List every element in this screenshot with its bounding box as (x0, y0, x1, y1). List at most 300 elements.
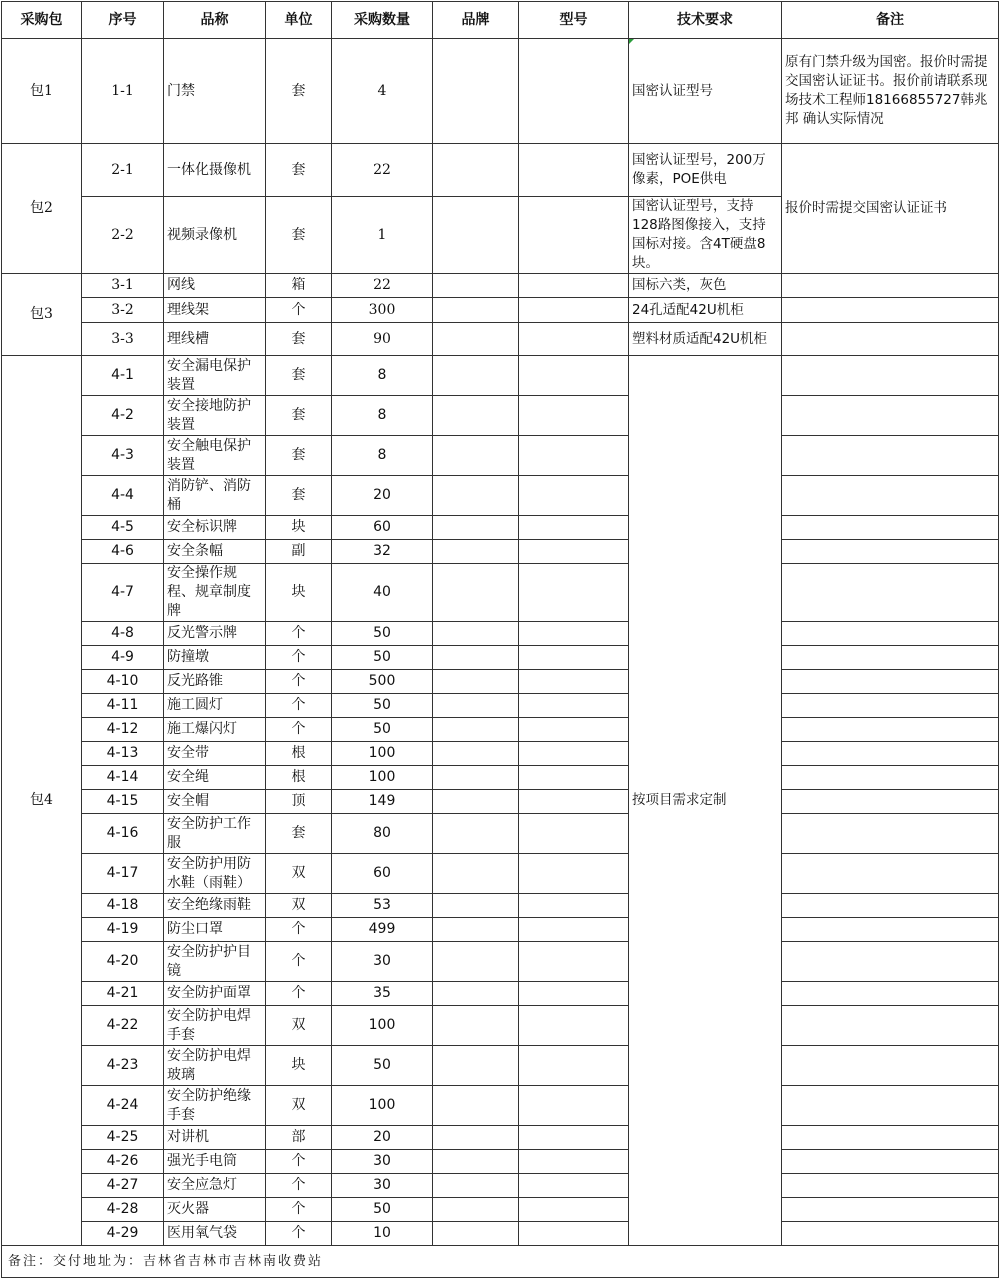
item-name-cell: 安全防护面罩 (164, 982, 266, 1006)
unit-cell: 套 (266, 323, 332, 356)
model-cell (519, 918, 629, 942)
brand-cell (433, 1198, 519, 1222)
qty-cell: 100 (332, 766, 433, 790)
seq-cell: 4-12 (82, 718, 164, 742)
table-row (2, 1006, 999, 1046)
table-row (2, 396, 999, 436)
item-name-cell: 安全防护用防水鞋（雨鞋） (164, 854, 266, 894)
brand-cell (433, 1086, 519, 1126)
model-cell (519, 1046, 629, 1086)
seq-cell: 4-20 (82, 942, 164, 982)
qty-cell: 80 (332, 814, 433, 854)
qty-cell: 10 (332, 1222, 433, 1246)
unit-cell: 根 (266, 742, 332, 766)
table-row (2, 540, 999, 564)
unit-cell: 套 (266, 396, 332, 436)
qty-cell: 20 (332, 476, 433, 516)
header-row (2, 2, 999, 39)
table-row (2, 476, 999, 516)
brand-cell (433, 918, 519, 942)
model-cell (519, 1086, 629, 1126)
note-cell (782, 1198, 999, 1222)
tech-cell: 国密认证型号 (629, 39, 782, 144)
qty-cell: 50 (332, 646, 433, 670)
item-name-cell: 消防铲、消防桶 (164, 476, 266, 516)
note-cell (782, 670, 999, 694)
note-cell (782, 790, 999, 814)
seq-cell: 4-26 (82, 1150, 164, 1174)
unit-cell: 根 (266, 766, 332, 790)
note-cell (782, 564, 999, 622)
model-cell (519, 718, 629, 742)
seq-cell: 4-10 (82, 670, 164, 694)
qty-cell: 500 (332, 670, 433, 694)
qty-cell: 20 (332, 1126, 433, 1150)
brand-cell (433, 1222, 519, 1246)
item-name-cell: 施工圆灯 (164, 694, 266, 718)
seq-cell: 4-14 (82, 766, 164, 790)
seq-cell: 4-15 (82, 790, 164, 814)
package-label: 包1 (2, 39, 82, 144)
unit-cell: 个 (266, 622, 332, 646)
seq-cell: 4-1 (82, 356, 164, 396)
note-cell: 原有门禁升级为国密。报价时需提交国密认证证书。报价前请联系现场技术工程师18166855727韩兆邦 确认实际情况 (782, 39, 999, 144)
item-name-cell: 强光手电筒 (164, 1150, 266, 1174)
item-name-cell: 安全带 (164, 742, 266, 766)
seq-cell: 4-18 (82, 894, 164, 918)
note-cell (782, 894, 999, 918)
item-name-cell: 安全防护护目镜 (164, 942, 266, 982)
brand-cell (433, 982, 519, 1006)
brand-cell (433, 516, 519, 540)
qty-cell: 40 (332, 564, 433, 622)
item-name-cell: 门禁 (164, 39, 266, 144)
unit-cell: 块 (266, 1046, 332, 1086)
unit-cell: 套 (266, 356, 332, 396)
brand-cell (433, 622, 519, 646)
tech-cell: 按项目需求定制 (629, 356, 782, 1246)
table-row (2, 1126, 999, 1150)
seq-cell: 4-8 (82, 622, 164, 646)
seq-cell: 4-2 (82, 396, 164, 436)
seq-cell: 3-1 (82, 274, 164, 298)
qty-cell: 149 (332, 790, 433, 814)
seq-cell: 4-7 (82, 564, 164, 622)
item-name-cell: 反光路锥 (164, 670, 266, 694)
unit-cell: 个 (266, 1198, 332, 1222)
seq-cell: 4-5 (82, 516, 164, 540)
brand-cell (433, 274, 519, 298)
package-label: 包4 (2, 356, 82, 1246)
model-cell (519, 646, 629, 670)
unit-cell: 个 (266, 982, 332, 1006)
table-row (2, 39, 999, 144)
brand-cell (433, 298, 519, 323)
note-cell (782, 982, 999, 1006)
item-name-cell: 理线架 (164, 298, 266, 323)
unit-cell: 套 (266, 39, 332, 144)
model-cell (519, 274, 629, 298)
model-cell (519, 766, 629, 790)
item-name-cell: 安全防护工作服 (164, 814, 266, 854)
note-cell (782, 854, 999, 894)
item-name-cell: 安全触电保护装置 (164, 436, 266, 476)
table-row (2, 646, 999, 670)
model-cell (519, 1006, 629, 1046)
unit-cell: 个 (266, 1150, 332, 1174)
brand-cell (433, 356, 519, 396)
item-name-cell: 安全防护电焊手套 (164, 1006, 266, 1046)
item-name-cell: 安全应急灯 (164, 1174, 266, 1198)
unit-cell: 部 (266, 1126, 332, 1150)
tech-cell: 24孔适配42U机柜 (629, 298, 782, 323)
tech-cell: 塑料材质适配42U机柜 (629, 323, 782, 356)
qty-cell: 50 (332, 1046, 433, 1086)
table-row (2, 356, 999, 396)
procurement-table (1, 1, 999, 1278)
brand-cell (433, 540, 519, 564)
qty-cell: 50 (332, 718, 433, 742)
note-cell (782, 323, 999, 356)
unit-cell: 个 (266, 942, 332, 982)
model-cell (519, 1174, 629, 1198)
unit-cell: 块 (266, 516, 332, 540)
seq-cell: 4-11 (82, 694, 164, 718)
qty-cell: 30 (332, 1150, 433, 1174)
model-cell (519, 540, 629, 564)
note-cell (782, 274, 999, 298)
note-cell (782, 396, 999, 436)
model-cell (519, 790, 629, 814)
note-cell (782, 814, 999, 854)
unit-cell: 块 (266, 564, 332, 622)
brand-cell (433, 564, 519, 622)
table-row (2, 1150, 999, 1174)
brand-cell (433, 1046, 519, 1086)
model-cell (519, 356, 629, 396)
model-cell (519, 476, 629, 516)
table-row (2, 274, 999, 298)
model-cell (519, 1222, 629, 1246)
model-cell (519, 144, 629, 197)
model-cell (519, 854, 629, 894)
unit-cell: 双 (266, 894, 332, 918)
model-cell (519, 670, 629, 694)
item-name-cell: 安全帽 (164, 790, 266, 814)
brand-cell (433, 476, 519, 516)
unit-cell: 个 (266, 1222, 332, 1246)
model-cell (519, 39, 629, 144)
item-name-cell: 视频录像机 (164, 197, 266, 274)
seq-cell: 4-3 (82, 436, 164, 476)
brand-cell (433, 1174, 519, 1198)
item-name-cell: 施工爆闪灯 (164, 718, 266, 742)
brand-cell (433, 694, 519, 718)
table-row (2, 942, 999, 982)
unit-cell: 双 (266, 854, 332, 894)
qty-cell: 53 (332, 894, 433, 918)
seq-cell: 2-1 (82, 144, 164, 197)
qty-cell: 50 (332, 1198, 433, 1222)
qty-cell: 4 (332, 39, 433, 144)
table-row (2, 1198, 999, 1222)
seq-cell: 4-13 (82, 742, 164, 766)
unit-cell: 箱 (266, 274, 332, 298)
package-label: 包2 (2, 144, 82, 274)
unit-cell: 个 (266, 694, 332, 718)
model-cell (519, 197, 629, 274)
item-name-cell: 理线槽 (164, 323, 266, 356)
qty-cell: 300 (332, 298, 433, 323)
seq-cell: 1-1 (82, 39, 164, 144)
brand-cell (433, 742, 519, 766)
model-cell (519, 814, 629, 854)
note-cell (782, 918, 999, 942)
qty-cell: 100 (332, 1006, 433, 1046)
qty-cell: 60 (332, 516, 433, 540)
model-cell (519, 323, 629, 356)
table-row (2, 144, 999, 197)
header-tech: 技术要求 (629, 2, 782, 39)
note-cell (782, 942, 999, 982)
footer-note: 备注：交付地址为：吉林省吉林市吉林南收费站 (2, 1246, 999, 1278)
note-cell (782, 1046, 999, 1086)
note-cell (782, 1150, 999, 1174)
unit-cell: 套 (266, 436, 332, 476)
seq-cell: 3-2 (82, 298, 164, 323)
model-cell (519, 1150, 629, 1174)
seq-cell: 4-28 (82, 1198, 164, 1222)
table-row (2, 766, 999, 790)
qty-cell: 100 (332, 1086, 433, 1126)
table-row (2, 1174, 999, 1198)
model-cell (519, 942, 629, 982)
item-name-cell: 安全防护电焊玻璃 (164, 1046, 266, 1086)
note-cell (782, 1126, 999, 1150)
item-name-cell: 灭火器 (164, 1198, 266, 1222)
qty-cell: 90 (332, 323, 433, 356)
seq-cell: 4-6 (82, 540, 164, 564)
note-cell (782, 718, 999, 742)
tech-cell: 国标六类，灰色 (629, 274, 782, 298)
table-row (2, 436, 999, 476)
brand-cell (433, 894, 519, 918)
brand-cell (433, 1150, 519, 1174)
header-package: 采购包 (2, 2, 82, 39)
note-cell (782, 540, 999, 564)
seq-cell: 4-22 (82, 1006, 164, 1046)
note-cell (782, 1006, 999, 1046)
brand-cell (433, 39, 519, 144)
model-cell (519, 622, 629, 646)
qty-cell: 22 (332, 274, 433, 298)
note-cell (782, 516, 999, 540)
item-name-cell: 安全防护绝缘手套 (164, 1086, 266, 1126)
table-row (2, 298, 999, 323)
brand-cell (433, 718, 519, 742)
model-cell (519, 1126, 629, 1150)
item-name-cell: 安全接地防护装置 (164, 396, 266, 436)
header-note: 备注 (782, 2, 999, 39)
brand-cell (433, 814, 519, 854)
table-row (2, 564, 999, 622)
tech-cell: 国密认证型号，200万像素，POE供电 (629, 144, 782, 197)
header-unit: 单位 (266, 2, 332, 39)
seq-cell: 4-19 (82, 918, 164, 942)
qty-cell: 1 (332, 197, 433, 274)
note-cell (782, 646, 999, 670)
table-row (2, 918, 999, 942)
note-cell (782, 1086, 999, 1126)
brand-cell (433, 766, 519, 790)
unit-cell: 个 (266, 670, 332, 694)
note-cell (782, 356, 999, 396)
brand-cell (433, 670, 519, 694)
seq-cell: 4-27 (82, 1174, 164, 1198)
model-cell (519, 982, 629, 1006)
unit-cell: 个 (266, 298, 332, 323)
table-row (2, 1046, 999, 1086)
qty-cell: 60 (332, 854, 433, 894)
item-name-cell: 防尘口罩 (164, 918, 266, 942)
item-name-cell: 反光警示牌 (164, 622, 266, 646)
item-name-cell: 对讲机 (164, 1126, 266, 1150)
qty-cell: 100 (332, 742, 433, 766)
seq-cell: 4-29 (82, 1222, 164, 1246)
unit-cell: 个 (266, 1174, 332, 1198)
qty-cell: 499 (332, 918, 433, 942)
header-brand: 品牌 (433, 2, 519, 39)
qty-cell: 8 (332, 436, 433, 476)
unit-cell: 套 (266, 144, 332, 197)
package-label: 包3 (2, 274, 82, 356)
item-name-cell: 防撞墩 (164, 646, 266, 670)
unit-cell: 个 (266, 718, 332, 742)
unit-cell: 套 (266, 814, 332, 854)
model-cell (519, 742, 629, 766)
brand-cell (433, 436, 519, 476)
table-row (2, 854, 999, 894)
note-cell (782, 436, 999, 476)
seq-cell: 3-3 (82, 323, 164, 356)
qty-cell: 35 (332, 982, 433, 1006)
table-row (2, 323, 999, 356)
brand-cell (433, 942, 519, 982)
table-row (2, 670, 999, 694)
model-cell (519, 298, 629, 323)
brand-cell (433, 854, 519, 894)
unit-cell: 顶 (266, 790, 332, 814)
item-name-cell: 安全标识牌 (164, 516, 266, 540)
note-cell (782, 298, 999, 323)
tech-cell: 国密认证型号，支持128路图像接入，支持国标对接。含4T硬盘8块。 (629, 197, 782, 274)
table-row (2, 718, 999, 742)
qty-cell: 8 (332, 396, 433, 436)
item-name-cell: 安全绳 (164, 766, 266, 790)
header-qty: 采购数量 (332, 2, 433, 39)
unit-cell: 双 (266, 1086, 332, 1126)
model-cell (519, 894, 629, 918)
seq-cell: 4-16 (82, 814, 164, 854)
qty-cell: 30 (332, 1174, 433, 1198)
item-name-cell: 网线 (164, 274, 266, 298)
unit-cell: 副 (266, 540, 332, 564)
table-row (2, 894, 999, 918)
model-cell (519, 516, 629, 540)
seq-cell: 4-4 (82, 476, 164, 516)
item-name-cell: 安全条幅 (164, 540, 266, 564)
seq-cell: 4-9 (82, 646, 164, 670)
model-cell (519, 1198, 629, 1222)
table-row (2, 790, 999, 814)
note-cell (782, 742, 999, 766)
table-row (2, 814, 999, 854)
brand-cell (433, 396, 519, 436)
qty-cell: 32 (332, 540, 433, 564)
model-cell (519, 564, 629, 622)
brand-cell (433, 790, 519, 814)
note-cell (782, 1174, 999, 1198)
unit-cell: 个 (266, 646, 332, 670)
table-row (2, 742, 999, 766)
qty-cell: 22 (332, 144, 433, 197)
qty-cell: 8 (332, 356, 433, 396)
item-name-cell: 安全绝缘雨鞋 (164, 894, 266, 918)
header-seq: 序号 (82, 2, 164, 39)
seq-cell: 4-21 (82, 982, 164, 1006)
note-cell: 报价时需提交国密认证证书 (782, 144, 999, 274)
brand-cell (433, 1126, 519, 1150)
note-cell (782, 694, 999, 718)
model-cell (519, 694, 629, 718)
brand-cell (433, 323, 519, 356)
unit-cell: 套 (266, 476, 332, 516)
qty-cell: 50 (332, 694, 433, 718)
seq-cell: 4-25 (82, 1126, 164, 1150)
item-name-cell: 安全漏电保护装置 (164, 356, 266, 396)
brand-cell (433, 197, 519, 274)
seq-cell: 4-17 (82, 854, 164, 894)
item-name-cell: 一体化摄像机 (164, 144, 266, 197)
header-model: 型号 (519, 2, 629, 39)
note-cell (782, 766, 999, 790)
unit-cell: 双 (266, 1006, 332, 1046)
brand-cell (433, 646, 519, 670)
table-row (2, 516, 999, 540)
note-cell (782, 622, 999, 646)
brand-cell (433, 1006, 519, 1046)
unit-cell: 套 (266, 197, 332, 274)
unit-cell: 个 (266, 918, 332, 942)
brand-cell (433, 144, 519, 197)
seq-cell: 4-24 (82, 1086, 164, 1126)
note-cell (782, 1222, 999, 1246)
table-row (2, 1086, 999, 1126)
table-row (2, 694, 999, 718)
model-cell (519, 396, 629, 436)
table-row (2, 1222, 999, 1246)
header-name: 品称 (164, 2, 266, 39)
qty-cell: 50 (332, 622, 433, 646)
qty-cell: 30 (332, 942, 433, 982)
table-row (2, 622, 999, 646)
table-row (2, 982, 999, 1006)
seq-cell: 4-23 (82, 1046, 164, 1086)
item-name-cell: 医用氧气袋 (164, 1222, 266, 1246)
seq-cell: 2-2 (82, 197, 164, 274)
model-cell (519, 436, 629, 476)
note-cell (782, 476, 999, 516)
